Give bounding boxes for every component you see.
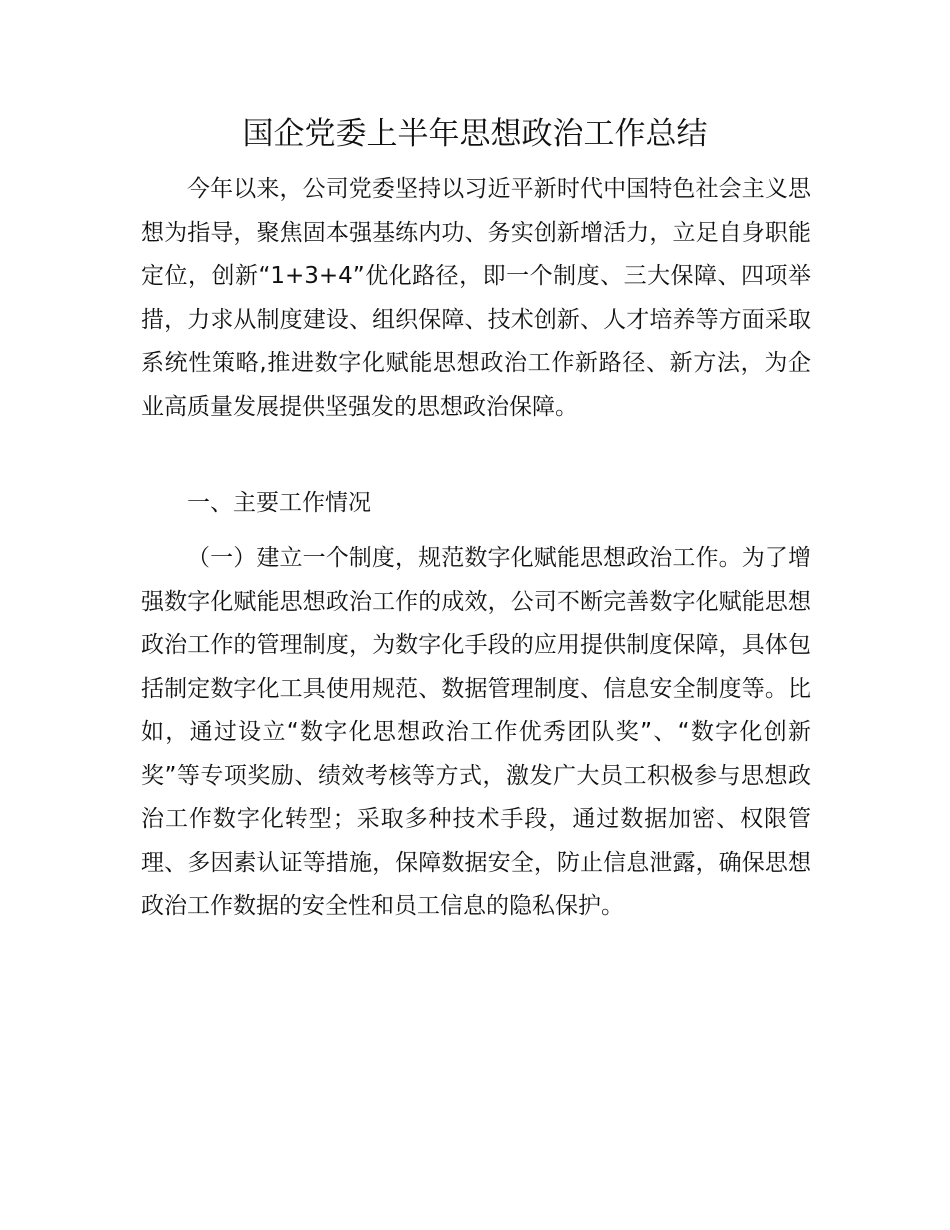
intro-paragraph: 今年以来，公司党委坚持以习近平新时代中国特色社会主义思想为指导，聚焦固本强基练内功、务实创新增活力，立足自身职能定位，创新“1+3+4”优化路径，即一个制度、三大保障、四项举措，力求从制度建设、组织保障、技术创新、人才培养等方面采取系统性策略,推进数字化赋能思想政治工作新路径、新方法，为企业高质量发展提供坚强发的思想政治保障。 [141, 176, 811, 420]
section-heading-main-work: 一、主要工作情况 [187, 490, 371, 516]
section-1-paragraph: （一）建立一个制度，规范数字化赋能思想政治工作。为了增强数字化赋能思想政治工作的成效，公司不断完善数字化赋能思想政治工作的管理制度，为数字化手段的应用提供制度保障，具体包括制定数字化工具使用规范、数据管理制度、信息安全制度等。比如，通过设立“数字化思想政治工作优秀团队奖”、“数字化创新奖”等专项奖励、绩效考核等方式，激发广大员工积极参与思想政治工作数字化转型；采取多种技术手段，通过数据加密、权限管理、多因素认证等措施，保障数据安全，防止信息泄露，确保思想政治工作数据的安全性和员工信息的隐私保护。 [141, 545, 811, 919]
document-title: 国企党委上半年思想政治工作总结 [242, 116, 708, 152]
